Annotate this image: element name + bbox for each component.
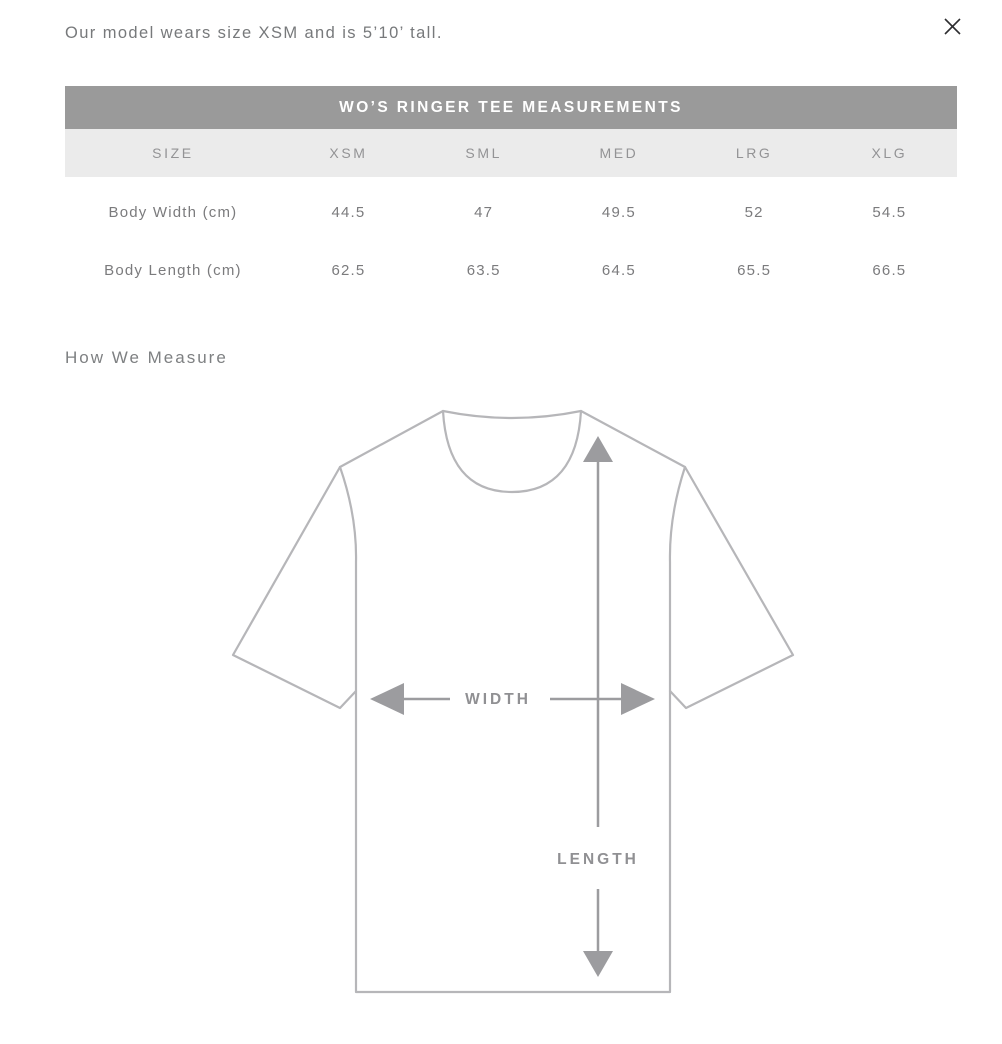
measurements-table: [65, 86, 957, 293]
size-chart: [65, 86, 957, 293]
width-arrow-icon: [370, 683, 655, 715]
model-size-note: Our model wears size XSM and is 5’10’ tall.: [65, 24, 443, 42]
cell-value: 49.5: [551, 177, 686, 235]
table-row-body-width: [65, 177, 957, 235]
table-title-row: [65, 86, 957, 129]
cell-value: 63.5: [416, 235, 551, 293]
close-button[interactable]: [938, 12, 966, 40]
length-label: LENGTH: [557, 851, 639, 868]
cell-value: 54.5: [822, 177, 957, 235]
cell-value: 44.5: [281, 177, 416, 235]
column-header-sml: SML: [416, 129, 551, 177]
column-header-xlg: XLG: [822, 129, 957, 177]
column-header-xsm: XSM: [281, 129, 416, 177]
column-header-med: MED: [551, 129, 686, 177]
table-row-body-length: [65, 235, 957, 293]
length-arrow-icon: [583, 436, 613, 977]
how-we-measure-heading: How We Measure: [65, 348, 228, 367]
cell-value: 62.5: [281, 235, 416, 293]
column-header-size: SIZE: [65, 129, 281, 177]
cell-value: 64.5: [551, 235, 686, 293]
row-label: Body Width (cm): [65, 177, 281, 235]
tshirt-outline-icon: [233, 411, 793, 992]
column-header-lrg: LRG: [687, 129, 822, 177]
table-header-row: [65, 129, 957, 177]
cell-value: 66.5: [822, 235, 957, 293]
close-icon: [942, 16, 963, 37]
cell-value: 52: [687, 177, 822, 235]
cell-value: 65.5: [687, 235, 822, 293]
width-label: WIDTH: [465, 691, 531, 708]
row-label: Body Length (cm): [65, 235, 281, 293]
cell-value: 47: [416, 177, 551, 235]
table-title: WO’S RINGER TEE MEASUREMENTS: [65, 86, 957, 129]
